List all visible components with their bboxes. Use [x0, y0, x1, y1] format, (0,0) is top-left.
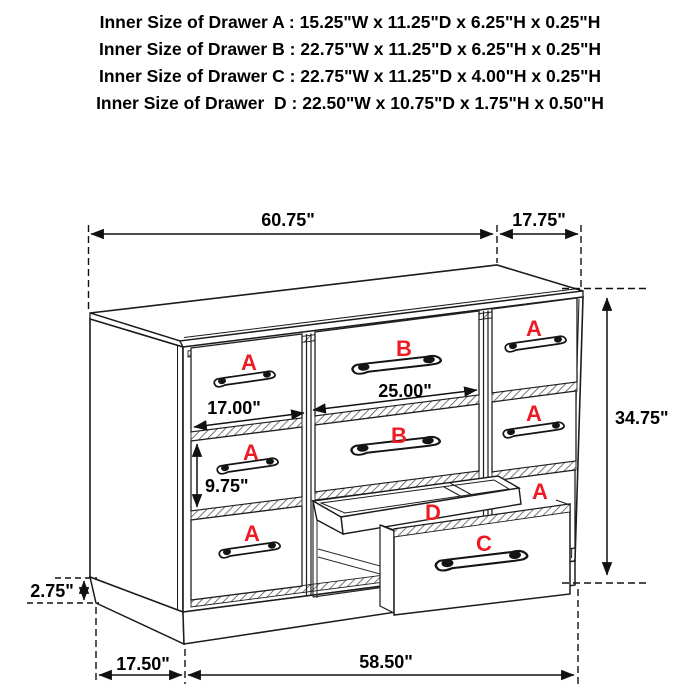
dim-base-height-label: 2.75": [30, 581, 74, 601]
dim-top-width-label: 60.75": [261, 210, 315, 230]
spec-line-d: Inner Size of Drawer D : 22.50"W x 10.75"D x 1.75"H x 0.50"H: [96, 93, 604, 113]
dim-base-depth-label: 17.50": [116, 654, 170, 674]
dim-drawer-b-width-label: 25.00": [378, 381, 432, 401]
label-drawer-a4: A: [526, 316, 542, 341]
dim-overall-height-label: 34.75": [615, 408, 669, 428]
spec-line-a: Inner Size of Drawer A : 15.25"W x 11.25"D x 6.25"H x 0.25"H: [99, 12, 601, 32]
cabinet-left-panel: [90, 319, 183, 612]
dim-top-depth-label: 17.75": [512, 210, 566, 230]
label-drawer-a1: A: [241, 350, 257, 375]
label-drawer-c: C: [476, 531, 492, 556]
label-drawer-b2: B: [391, 423, 407, 448]
label-drawer-a5: A: [526, 401, 542, 426]
drawer-c-left-side: [380, 525, 394, 613]
label-drawer-b1: B: [396, 336, 412, 361]
dim-drawer-a-width-label: 17.00": [207, 398, 261, 418]
spec-line-c: Inner Size of Drawer C : 22.75"W x 11.25"D x 4.00"H x 0.25"H: [98, 66, 602, 86]
label-drawer-a6: A: [532, 479, 548, 504]
label-drawer-d: D: [425, 500, 441, 525]
spec-line-b: Inner Size of Drawer B : 22.75"W x 11.25"D x 6.25"H x 0.25"H: [98, 39, 602, 59]
label-drawer-a3: A: [244, 521, 260, 546]
dim-drawer-a-height-label: 9.75": [205, 476, 249, 496]
label-drawer-a2: A: [243, 440, 259, 465]
dim-base-width-label: 58.50": [359, 652, 413, 672]
